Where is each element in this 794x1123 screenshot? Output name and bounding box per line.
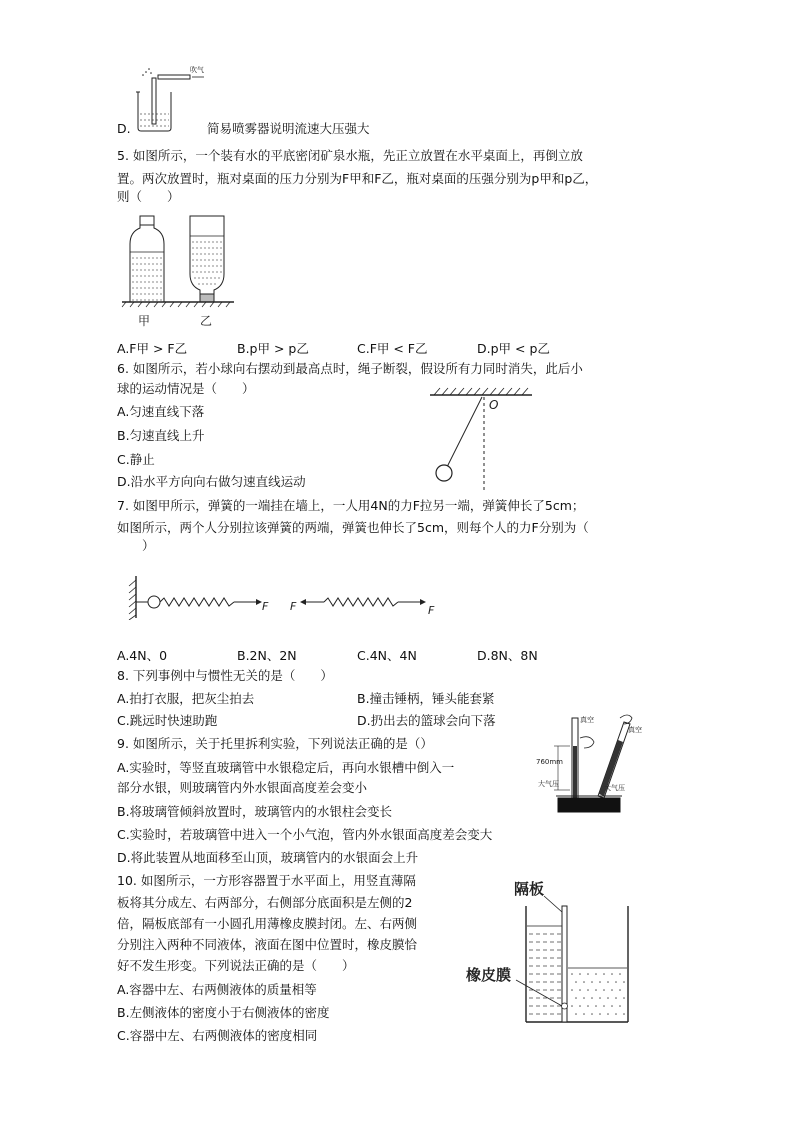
q9-option-d: D.将此装置从地面移至山顶，玻璃管内的水银面会上升 — [117, 850, 419, 865]
q7-option-c: C.4N、4N — [357, 648, 417, 663]
q7-option-b: B.2N、2N — [237, 648, 297, 663]
container-figure — [464, 876, 634, 1026]
q7-stem-line1: 7. 如图甲所示，弹簧的一端挂在墙上，一人用4N的力F拉另一端，弹簧伸长了5cm； — [117, 498, 585, 513]
height-label: 760mm — [536, 758, 563, 766]
bottle-label-yi: 乙 — [200, 314, 213, 328]
q8-option-b: B.撞击锤柄，锤头能套紧 — [357, 691, 495, 706]
q4-option-d-text: 简易喷雾器说明流速大压强大 — [207, 121, 370, 136]
q8-option-d: D.扔出去的篮球会向下落 — [357, 713, 496, 728]
pivot-label: O — [489, 398, 499, 412]
q5-stem-line1: 5. 如图所示，一个装有水的平底密闭矿泉水瓶，先正立放置在水平桌面上，再倒立放 — [117, 148, 583, 163]
spring-figure — [124, 574, 444, 620]
q6-stem-line2: 球的运动情况是（ ） — [117, 381, 255, 396]
sprayer-label: 吹气 — [190, 66, 204, 74]
q9-option-a-line2: 部分水银，则玻璃管内外水银面高度差会变小 — [117, 780, 368, 795]
q10-stem-line4: 分别注入两种不同液体，液面在图中位置时，橡皮膜恰 — [117, 937, 418, 952]
pendulum-figure — [426, 385, 536, 495]
vacuum-label-1: 真空 — [580, 716, 594, 724]
sprayer-figure — [132, 64, 212, 134]
q10-stem-line3: 倍，隔板底部有一小圆孔用薄橡皮膜封闭。左、右两侧 — [117, 916, 418, 931]
q8-stem: 8. 下列事例中与惯性无关的是（ ） — [117, 668, 333, 683]
q9-stem: 9. 如图所示，关于托里拆利实验，下列说法正确的是（） — [117, 736, 433, 751]
q10-option-c: C.容器中左、右两侧液体的密度相同 — [117, 1028, 318, 1043]
q10-stem-line2: 板将其分成左、右两部分，右侧部分底面积是左侧的2 — [117, 895, 413, 910]
force-label-2: F — [290, 600, 297, 613]
q10-option-b: B.左侧液体的密度小于右侧液体的密度 — [117, 1005, 330, 1020]
q6-option-d: D.沿水平方向向右做匀速直线运动 — [117, 474, 306, 489]
q6-option-a: A.匀速直线下落 — [117, 404, 205, 419]
q5-option-c: C.F甲 < F乙 — [357, 341, 428, 356]
q10-option-a: A.容器中左、右两侧液体的质量相等 — [117, 982, 317, 997]
q6-option-b: B.匀速直线上升 — [117, 428, 205, 443]
atm-label-right: 大气压 — [604, 784, 625, 792]
q9-option-b: B.将玻璃管倾斜放置时，玻璃管内的水银柱会变长 — [117, 804, 393, 819]
q4-option-d-letter: D. — [117, 121, 131, 136]
membrane-label: 橡皮膜 — [466, 966, 512, 984]
q7-option-d: D.8N、8N — [477, 648, 538, 663]
q9-option-a-line1: A.实验时，等竖直玻璃管中水银稳定后，再向水银槽中倒入一 — [117, 760, 455, 775]
vacuum-label-2: 真空 — [628, 726, 642, 734]
q7-stem-line2: 如图所示，两个人分别拉该弹簧的两端，弹簧也伸长了5cm，则每个人的力F分别为（ — [117, 520, 589, 535]
atm-label-left: 大气压 — [538, 780, 559, 788]
q5-stem-line2: 置。两次放置时，瓶对桌面的压力分别为F甲和F乙，瓶对桌面的压强分别为p甲和p乙， — [117, 171, 598, 186]
q6-stem-line1: 6. 如图所示，若小球向右摆动到最高点时，绳子断裂，假设所有力同时消失，此后小 — [117, 361, 583, 376]
force-label-1: F — [262, 600, 269, 613]
q10-stem-line5: 好不发生形变。下列说法正确的是（ ） — [117, 958, 355, 973]
force-label-3: F — [428, 604, 435, 617]
q5-stem-line3: 则（ ） — [117, 189, 180, 204]
torricelli-figure — [532, 712, 672, 818]
q10-stem-line1: 10. 如图所示，一方形容器置于水平面上，用竖直薄隔 — [117, 873, 416, 888]
q6-option-c: C.静止 — [117, 452, 155, 467]
bottle-label-jia: 甲 — [138, 314, 151, 328]
q7-option-a: A.4N、0 — [117, 648, 168, 663]
q7-stem-line3: ） — [117, 538, 155, 553]
bottles-figure — [118, 212, 238, 330]
q5-option-d: D.p甲 < p乙 — [477, 341, 550, 356]
q5-option-a: A.F甲 > F乙 — [117, 341, 188, 356]
q8-option-c: C.跳远时快速助跑 — [117, 713, 218, 728]
q9-option-c: C.实验时，若玻璃管中进入一个小气泡，管内外水银面高度差会变大 — [117, 827, 493, 842]
q8-option-a: A.拍打衣服，把灰尘拍去 — [117, 691, 255, 706]
q5-option-b: B.p甲 > p乙 — [237, 341, 309, 356]
partition-label: 隔板 — [514, 880, 545, 898]
